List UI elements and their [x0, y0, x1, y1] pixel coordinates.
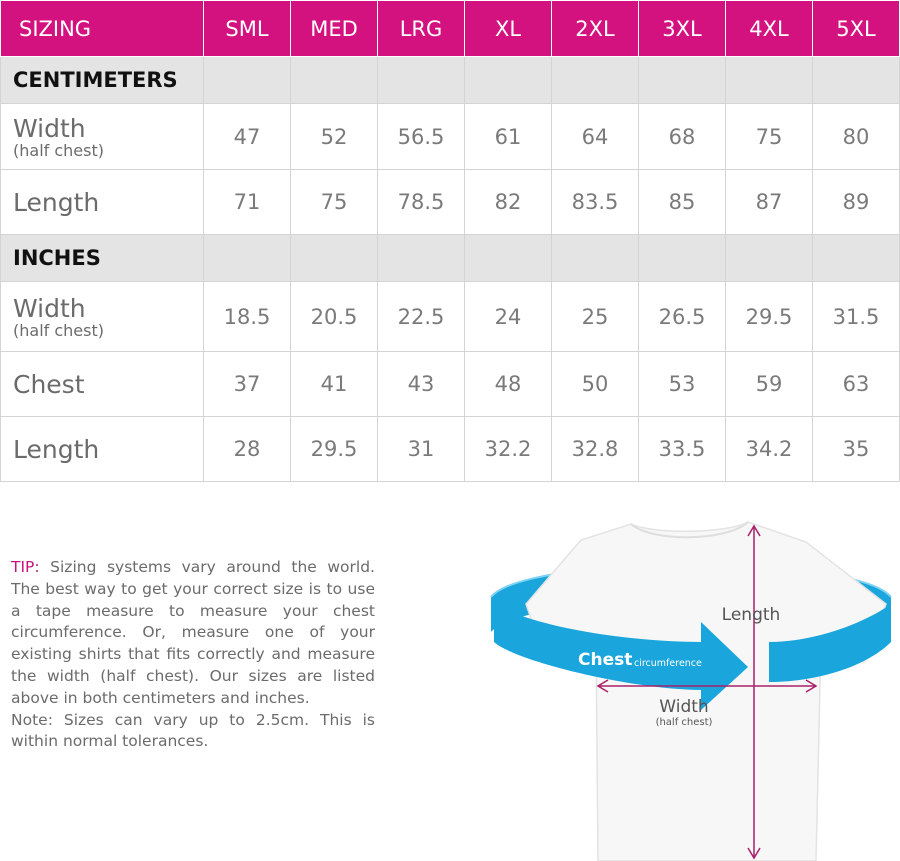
section-title-inches: INCHES: [1, 235, 204, 282]
size-header-sml: SML: [204, 1, 291, 57]
size-header-5xl: 5XL: [813, 1, 900, 57]
table-cell: 59: [726, 352, 813, 417]
table-cell: 28: [204, 417, 291, 482]
row-label: Chest: [13, 369, 85, 399]
table-cell: 52: [291, 104, 378, 170]
table-cell: 32.2: [465, 417, 552, 482]
size-header-4xl: 4XL: [726, 1, 813, 57]
row-label: Length: [13, 187, 100, 217]
table-cell: 83.5: [552, 170, 639, 235]
size-header-3xl: 3XL: [639, 1, 726, 57]
table-cell: 22.5: [378, 282, 465, 352]
row-label: Width: [13, 293, 86, 323]
table-cell: 53: [639, 352, 726, 417]
tip-paragraph: [11, 557, 375, 710]
table-cell: 71: [204, 170, 291, 235]
sizing-tip: [11, 557, 375, 753]
size-header-lrg: LRG: [378, 1, 465, 57]
table-cell: 32.8: [552, 417, 639, 482]
table-cell: 87: [726, 170, 813, 235]
row-label: Length: [13, 434, 100, 464]
tip-text: Sizing systems vary around the world. The best way to get your correct size is to use a tape measure to measure your chest circumference. Or, measure one of your existing shirts that fits correctly and measure the width (half chest). Our sizes are listed above in both centimeters and inches.: [11, 558, 375, 707]
table-cell: 47: [204, 104, 291, 170]
table-cell: 85: [639, 170, 726, 235]
tip-note: Note: Sizes can vary up to 2.5cm. This is within normal tolerances.: [11, 710, 375, 751]
table-cell: 20.5: [291, 282, 378, 352]
table-cell: 63: [813, 352, 900, 417]
section-title-centimeters: CENTIMETERS: [1, 57, 204, 104]
table-row: [1, 104, 900, 170]
tip-label: TIP:: [11, 558, 40, 576]
table-cell: 56.5: [378, 104, 465, 170]
table-cell: 25: [552, 282, 639, 352]
table-row: [1, 352, 900, 417]
table-cell: 75: [291, 170, 378, 235]
size-header-row: [1, 1, 900, 57]
row-sublabel: (half chest): [13, 140, 104, 160]
table-cell: 33.5: [639, 417, 726, 482]
section-row-centimeters: [1, 57, 900, 104]
row-label-cell: [1, 282, 204, 352]
tshirt-measurement-diagram: [486, 512, 896, 861]
table-cell: 64: [552, 104, 639, 170]
table-cell: 75: [726, 104, 813, 170]
table-row: [1, 170, 900, 235]
table-cell: 31.5: [813, 282, 900, 352]
table-cell: 26.5: [639, 282, 726, 352]
size-header-xl: XL: [465, 1, 552, 57]
row-label-cell: [1, 352, 204, 417]
width-sublabel: (half chest): [655, 717, 713, 728]
table-row: [1, 417, 900, 482]
row-label-cell: [1, 417, 204, 482]
table-cell: 50: [552, 352, 639, 417]
row-label: Width: [13, 113, 86, 143]
table-cell: 80: [813, 104, 900, 170]
table-cell: 41: [291, 352, 378, 417]
table-cell: 34.2: [726, 417, 813, 482]
chest-sublabel: circumference: [634, 658, 702, 669]
row-sublabel: (half chest): [13, 320, 104, 340]
table-cell: 18.5: [204, 282, 291, 352]
table-cell: 89: [813, 170, 900, 235]
table-cell: 29.5: [726, 282, 813, 352]
width-label: Width: [659, 697, 709, 717]
table-cell: 31: [378, 417, 465, 482]
tshirt-diagram-svg: [486, 512, 896, 861]
table-cell: 48: [465, 352, 552, 417]
table-cell: 29.5: [291, 417, 378, 482]
table-cell: 37: [204, 352, 291, 417]
size-header-2xl: 2XL: [552, 1, 639, 57]
section-row-inches: [1, 235, 900, 282]
row-label-cell: [1, 104, 204, 170]
table-cell: 35: [813, 417, 900, 482]
chest-label: Chest: [578, 650, 633, 670]
sizing-header-label: SIZING: [1, 1, 204, 57]
size-header-med: MED: [291, 1, 378, 57]
table-row: [1, 282, 900, 352]
table-cell: 61: [465, 104, 552, 170]
table-cell: 82: [465, 170, 552, 235]
length-label: Length: [721, 605, 781, 625]
table-cell: 43: [378, 352, 465, 417]
table-cell: 68: [639, 104, 726, 170]
row-label-cell: [1, 170, 204, 235]
table-cell: 78.5: [378, 170, 465, 235]
table-cell: 24: [465, 282, 552, 352]
